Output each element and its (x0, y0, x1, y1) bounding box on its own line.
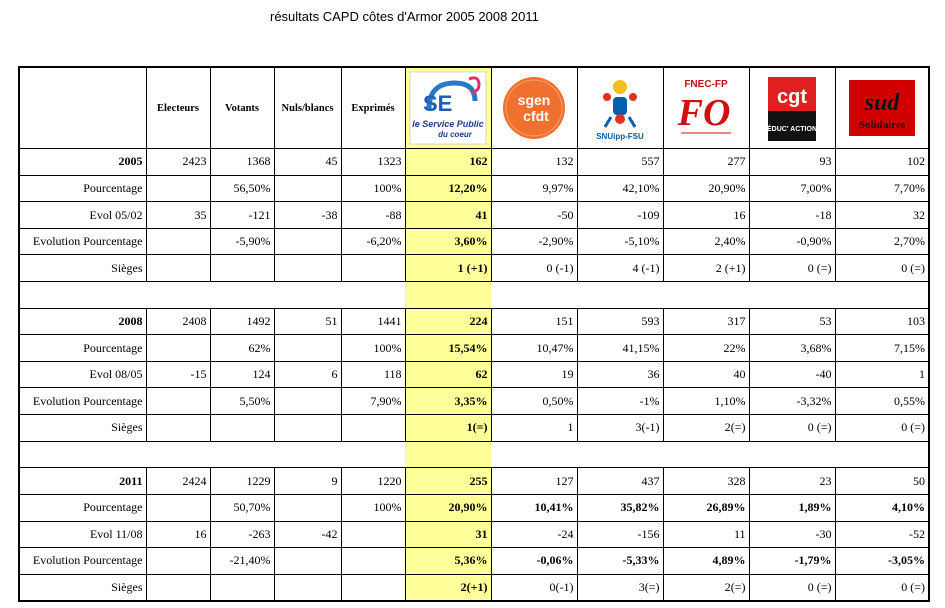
cell-fo: 328 (663, 468, 749, 495)
snuipp-fsu-logo-cell (577, 67, 663, 149)
row-label: Evol 11/08 (19, 521, 146, 548)
cell-snuipp: 557 (577, 149, 663, 176)
table-row (19, 521, 929, 548)
table-row (19, 308, 929, 335)
cell-sgen: -2,90% (491, 228, 577, 255)
cell-sgen: 10,47% (491, 335, 577, 362)
sud-education-logo (845, 76, 919, 140)
svg-text:Solidaires: Solidaires (858, 119, 905, 131)
cell-snuipp: -109 (577, 202, 663, 229)
cell-snuipp (577, 441, 663, 468)
cell-sgen: 1 (491, 415, 577, 442)
cell-votants (210, 441, 274, 468)
cell-snes: 2(+1) (405, 574, 491, 601)
table-row (19, 388, 929, 415)
cell-electeurs: 2423 (146, 149, 210, 176)
table-row (19, 494, 929, 521)
cell-sud: -52 (835, 521, 929, 548)
page-title: résultats CAPD côtes d'Armor 2005 2008 2011 (270, 9, 539, 24)
cell-votants (210, 255, 274, 282)
cell-sud: 103 (835, 308, 929, 335)
cell-votants: 5,50% (210, 388, 274, 415)
cell-sgen: 151 (491, 308, 577, 335)
cell-cgt: 7,00% (749, 175, 835, 202)
cell-electeurs: 35 (146, 202, 210, 229)
cell-sgen: -0,06% (491, 548, 577, 575)
cell-snes: 3,60% (405, 228, 491, 255)
cell-snes: 31 (405, 521, 491, 548)
cell-snes: 162 (405, 149, 491, 176)
cell-cgt: -0,90% (749, 228, 835, 255)
cell-sgen: 0(-1) (491, 574, 577, 601)
cgt-educ-action-logo (762, 71, 822, 145)
cell-fo (663, 441, 749, 468)
table-row (19, 149, 929, 176)
cell-snes: 1 (+1) (405, 255, 491, 282)
header-electeurs: Electeurs (146, 67, 210, 149)
cell-sud: 4,10% (835, 494, 929, 521)
cell-votants (210, 282, 274, 309)
cell-nuls: -42 (274, 521, 341, 548)
cell-snuipp: 3(=) (577, 574, 663, 601)
header-blank (19, 67, 146, 149)
svg-text:SNUipp-FSU: SNUipp-FSU (596, 132, 644, 141)
table-row (19, 202, 929, 229)
row-label: Pourcentage (19, 175, 146, 202)
cell-exprimes: 100% (341, 335, 405, 362)
cell-electeurs (146, 441, 210, 468)
cell-fo: 2,40% (663, 228, 749, 255)
cell-electeurs (146, 548, 210, 575)
cell-snuipp: 35,82% (577, 494, 663, 521)
cell-sud: 1 (835, 361, 929, 388)
cell-cgt: -1,79% (749, 548, 835, 575)
cell-fo: 20,90% (663, 175, 749, 202)
cell-cgt: 3,68% (749, 335, 835, 362)
cell-electeurs: 2408 (146, 308, 210, 335)
cell-snuipp: 593 (577, 308, 663, 335)
cell-exprimes (341, 441, 405, 468)
cell-fo: 16 (663, 202, 749, 229)
cell-exprimes (341, 548, 405, 575)
header-votants: Votants (210, 67, 274, 149)
cell-nuls: 45 (274, 149, 341, 176)
cell-sud: 102 (835, 149, 929, 176)
cell-snuipp: 36 (577, 361, 663, 388)
cell-snuipp: -1% (577, 388, 663, 415)
cell-fo: 317 (663, 308, 749, 335)
cell-nuls (274, 441, 341, 468)
cell-nuls (274, 574, 341, 601)
cell-sud: 2,70% (835, 228, 929, 255)
cell-snes: 5,36% (405, 548, 491, 575)
row-label: Evol 05/02 (19, 202, 146, 229)
cell-cgt: -18 (749, 202, 835, 229)
cell-votants: 56,50% (210, 175, 274, 202)
cell-snuipp: 4 (-1) (577, 255, 663, 282)
cell-votants: -121 (210, 202, 274, 229)
cell-nuls (274, 335, 341, 362)
cell-snes (405, 441, 491, 468)
snuipp-fsu-logo (585, 73, 655, 143)
cell-snes: 62 (405, 361, 491, 388)
cell-nuls (274, 228, 341, 255)
cell-cgt: 53 (749, 308, 835, 335)
cell-snes: 255 (405, 468, 491, 495)
svg-text:cfdt: cfdt (523, 108, 549, 124)
row-label: 2011 (19, 468, 146, 495)
cell-cgt: 0 (=) (749, 415, 835, 442)
cell-electeurs (146, 415, 210, 442)
cell-exprimes (341, 282, 405, 309)
cell-votants: 124 (210, 361, 274, 388)
cell-cgt: 1,89% (749, 494, 835, 521)
table-row (19, 175, 929, 202)
cell-electeurs (146, 335, 210, 362)
results-body (19, 149, 929, 602)
row-label: Pourcentage (19, 494, 146, 521)
cell-electeurs (146, 282, 210, 309)
cell-cgt: -40 (749, 361, 835, 388)
cell-sud: 0,55% (835, 388, 929, 415)
cell-votants: 1229 (210, 468, 274, 495)
cell-fo: 40 (663, 361, 749, 388)
svg-text:sud: sud (864, 90, 900, 116)
header-exprimes: Exprimés (341, 67, 405, 149)
cell-snes: 224 (405, 308, 491, 335)
row-label: Evol 08/05 (19, 361, 146, 388)
cell-fo: 2(=) (663, 415, 749, 442)
cell-votants: 1368 (210, 149, 274, 176)
cell-fo: 22% (663, 335, 749, 362)
cell-fo (663, 282, 749, 309)
cell-snuipp: -5,10% (577, 228, 663, 255)
cell-nuls: 6 (274, 361, 341, 388)
table-row (19, 468, 929, 495)
table-row (19, 574, 929, 601)
cell-sud (835, 441, 929, 468)
cell-nuls (274, 494, 341, 521)
cell-snes: 12,20% (405, 175, 491, 202)
row-label: Sièges (19, 415, 146, 442)
cell-cgt: -3,32% (749, 388, 835, 415)
cell-electeurs (146, 494, 210, 521)
cell-exprimes: 7,90% (341, 388, 405, 415)
cell-cgt: 0 (=) (749, 255, 835, 282)
cell-sud: 0 (=) (835, 574, 929, 601)
cell-nuls: 9 (274, 468, 341, 495)
cell-snes (405, 282, 491, 309)
sgen-cfdt-logo (499, 73, 569, 143)
cell-sud: 0 (=) (835, 415, 929, 442)
cell-cgt: 23 (749, 468, 835, 495)
cell-snes: 15,54% (405, 335, 491, 362)
cell-exprimes: 1441 (341, 308, 405, 335)
cell-snuipp (577, 282, 663, 309)
cell-sgen: 127 (491, 468, 577, 495)
sgen-cfdt-logo-cell (491, 67, 577, 149)
cell-fo: 2 (+1) (663, 255, 749, 282)
cell-sgen: 0 (-1) (491, 255, 577, 282)
snes-fsu-logo (409, 71, 487, 145)
cell-electeurs (146, 574, 210, 601)
svg-text:ÉDUC' ACTION: ÉDUC' ACTION (766, 126, 818, 133)
cell-snes: 1(=) (405, 415, 491, 442)
cell-sud: 32 (835, 202, 929, 229)
cell-electeurs (146, 255, 210, 282)
cell-nuls (274, 415, 341, 442)
cell-sgen: 9,97% (491, 175, 577, 202)
table-row (19, 361, 929, 388)
cell-exprimes: -6,20% (341, 228, 405, 255)
cell-nuls: 51 (274, 308, 341, 335)
cell-nuls (274, 548, 341, 575)
table-row (19, 255, 929, 282)
row-label: Sièges (19, 574, 146, 601)
table-row (19, 335, 929, 362)
spacer-row (19, 282, 929, 309)
cell-nuls: -38 (274, 202, 341, 229)
cell-sud (835, 282, 929, 309)
cell-votants: 50,70% (210, 494, 274, 521)
cell-snuipp: 3(-1) (577, 415, 663, 442)
cell-electeurs: 2424 (146, 468, 210, 495)
cell-fo: 4,89% (663, 548, 749, 575)
cell-snes: 20,90% (405, 494, 491, 521)
cell-exprimes: 1323 (341, 149, 405, 176)
cell-sgen: 19 (491, 361, 577, 388)
row-label: Sièges (19, 255, 146, 282)
fnec-fp-fo-logo-cell (663, 67, 749, 149)
header-row (19, 67, 929, 149)
svg-text:cgt: cgt (777, 86, 807, 108)
cell-sgen: 0,50% (491, 388, 577, 415)
row-label: Pourcentage (19, 335, 146, 362)
cell-snuipp: -5,33% (577, 548, 663, 575)
cell-votants: -263 (210, 521, 274, 548)
cell-sud: 7,70% (835, 175, 929, 202)
cell-fo: 26,89% (663, 494, 749, 521)
cell-nuls (274, 175, 341, 202)
cell-exprimes (341, 521, 405, 548)
row-label (19, 441, 146, 468)
cell-electeurs (146, 228, 210, 255)
cell-exprimes: 118 (341, 361, 405, 388)
cell-sud: 0 (=) (835, 255, 929, 282)
cell-exprimes (341, 415, 405, 442)
cell-cgt: 0 (=) (749, 574, 835, 601)
table-row (19, 415, 929, 442)
cell-snes: 41 (405, 202, 491, 229)
cell-cgt (749, 282, 835, 309)
results-table (18, 66, 930, 602)
table-row (19, 228, 929, 255)
row-label: Evolution Pourcentage (19, 548, 146, 575)
cell-snuipp: 42,10% (577, 175, 663, 202)
cell-sud: 7,15% (835, 335, 929, 362)
svg-text:SE: SE (423, 91, 453, 116)
cell-electeurs: 16 (146, 521, 210, 548)
cell-sgen: -50 (491, 202, 577, 229)
cell-exprimes: 1220 (341, 468, 405, 495)
cell-sgen: 10,41% (491, 494, 577, 521)
cell-fo: 277 (663, 149, 749, 176)
cell-snuipp: -156 (577, 521, 663, 548)
sud-education-logo-cell (835, 67, 929, 149)
cell-exprimes (341, 574, 405, 601)
cell-votants: -5,90% (210, 228, 274, 255)
cell-votants: 1492 (210, 308, 274, 335)
snes-fsu-logo-cell (405, 67, 491, 149)
cell-nuls (274, 282, 341, 309)
fnec-fp-fo-logo (671, 73, 741, 143)
svg-text:FNEC-FP: FNEC-FP (684, 79, 728, 90)
cell-sgen: 132 (491, 149, 577, 176)
cell-cgt: -30 (749, 521, 835, 548)
svg-text:le Service Public: le Service Public (412, 119, 484, 129)
cell-exprimes: 100% (341, 175, 405, 202)
cell-electeurs: -15 (146, 361, 210, 388)
cell-sgen (491, 441, 577, 468)
cell-sgen: -24 (491, 521, 577, 548)
row-label: 2005 (19, 149, 146, 176)
row-label: Evolution Pourcentage (19, 388, 146, 415)
row-label: 2008 (19, 308, 146, 335)
cell-sgen (491, 282, 577, 309)
cell-snuipp: 437 (577, 468, 663, 495)
cell-votants: 62% (210, 335, 274, 362)
cell-sud: 50 (835, 468, 929, 495)
spacer-row (19, 441, 929, 468)
cell-snuipp: 41,15% (577, 335, 663, 362)
cgt-educ-action-logo-cell (749, 67, 835, 149)
header-nuls: Nuls/blancs (274, 67, 341, 149)
svg-text:sgen: sgen (517, 92, 551, 108)
cell-sud: -3,05% (835, 548, 929, 575)
svg-text:FO: FO (677, 92, 731, 134)
cell-votants (210, 574, 274, 601)
row-label (19, 282, 146, 309)
cell-nuls (274, 388, 341, 415)
cell-exprimes: 100% (341, 494, 405, 521)
table-row (19, 548, 929, 575)
cell-exprimes (341, 255, 405, 282)
cell-fo: 1,10% (663, 388, 749, 415)
cell-fo: 2(=) (663, 574, 749, 601)
cell-votants: -21,40% (210, 548, 274, 575)
cell-electeurs (146, 175, 210, 202)
cell-fo: 11 (663, 521, 749, 548)
cell-cgt (749, 441, 835, 468)
cell-cgt: 93 (749, 149, 835, 176)
cell-nuls (274, 255, 341, 282)
cell-exprimes: -88 (341, 202, 405, 229)
cell-votants (210, 415, 274, 442)
cell-snes: 3,35% (405, 388, 491, 415)
svg-text:du coeur: du coeur (438, 130, 472, 139)
row-label: Evolution Pourcentage (19, 228, 146, 255)
cell-electeurs (146, 388, 210, 415)
